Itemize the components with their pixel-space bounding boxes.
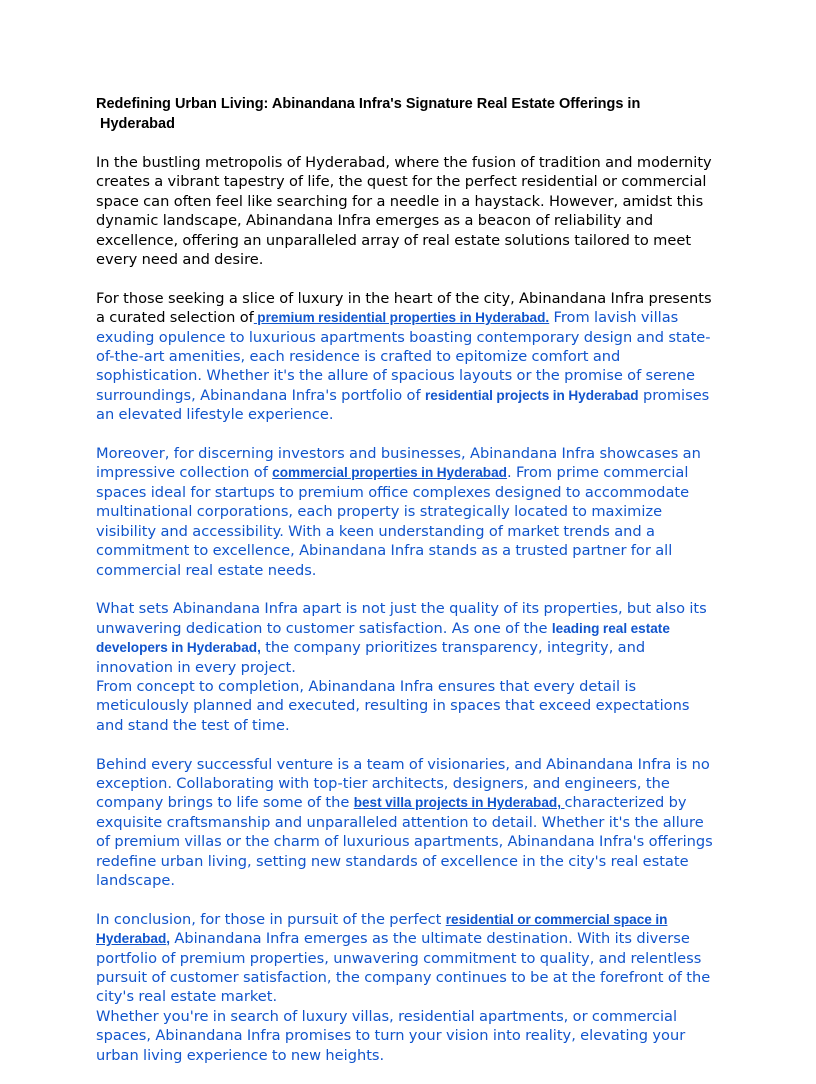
paragraph-customer-satisfaction: What sets Abinandana Infra apart is not just the quality of its properties, but also its unwavering dedication to customer satisfaction. As one of the leading real estate developers in Hyderabad, the company prioritizes transparency, integrity, and innovation in every project. [96,600,707,676]
document-page [96,94,720,1084]
paragraph-intro: In the bustling metropolis of Hyderabad, where the fusion of tradition and modernity creates a vibrant tapestry of life, the quest for the perfect residential or commercial space can often feel like searching for a needle in a haystack. However, amidst this dynamic landscape, Abinandana Infra emerges as a beacon of reliability and excellence, offering an unparalleled array of real estate solutions tailored to meet every need and desire. [96,154,712,269]
premium-residential-link[interactable]: premium residential properties in Hyderabad. [253,310,550,326]
paragraph-team: Behind every successful venture is a team of visionaries, and Abinandana Infra is no exception. Collaborating with top-tier architects, designers, and engineers, the company brings to life some of the best villa projects in Hyderabad, characterized by exquisite craftsmanship and unparalleled attention to detail. Whether it's the allure of premium villas or the charm of luxurious apartments, Abinandana Infra's offerings redefine urban living, setting new standards of excellence in the city's real estate landscape. [96,755,713,889]
paragraph-closing: Whether you're in search of luxury villas, residential apartments, or commercial spaces, Abinandana Infra promises to turn your vision into reality, elevating your urban living experience to new heights. [96,1007,686,1064]
residential-lead-text: For those seeking a slice of luxury in the heart of the city, Abinandana Infra presents a curated selection of [96,289,712,327]
residential-projects-keyword: residential projects in Hyderabad [424,387,639,403]
paragraph-commercial: Moreover, for discerning investors and businesses, Abinandana Infra showcases an impressive collection of commercial properties in Hyderabad. From prime commercial spaces ideal for startups to premium office complexes designed to accommodate multinational corporations, each property is strategically located to maximize visibility and accessibility. With a keen understanding of market trends and a commitment to excellence, Abinandana Infra stands as a trusted partner for all commercial real estate needs. [96,445,701,579]
title-line-1: Redefining Urban Living: Abinandana Infra's Signature Real Estate Offerings in [96,96,641,112]
paragraph-conclusion: In conclusion, for those in pursuit of the perfect residential or commercial space in Hyderabad, Abinandana Infra emerges as the ultimate destination. With its diverse portfolio of premium properties, unwavering commitment to quality, and relentless pursuit of customer satisfaction, the company continues to be at the forefront of the city's real estate market. [96,910,711,1006]
residential-commercial-space-link[interactable]: residential or commercial space in Hyderabad [96,911,668,947]
paragraph-residential: For those seeking a slice of luxury in the heart of the city, Abinandana Infra presents a curated selection of premium residential properties in Hyderabad. From lavish villas exuding opulence to luxurious apartments boasting contemporary design and state-of-the-art amenities, each residence is crafted to epitomize comfort and sophistication. Whether it's the allure of spacious layouts or the promise of serene surroundings, Abinandana Infra's portfolio of residential projects in Hyderabad promises an elevated lifestyle experience. [96,289,712,424]
paragraph-concept-completion: From concept to completion, Abinandana Infra ensures that every detail is meticulously planned and executed, resulting in spaces that exceed expectations and stand the test of time. [96,677,690,734]
best-villa-projects-link[interactable]: best villa projects in Hyderabad, [353,795,565,811]
document-title [96,94,720,134]
commercial-properties-link[interactable]: commercial properties in Hyderabad [272,465,507,481]
leading-developers-keyword: leading real estate developers in Hyderabad, [96,620,670,656]
title-line-2: Hyderabad [100,116,175,132]
